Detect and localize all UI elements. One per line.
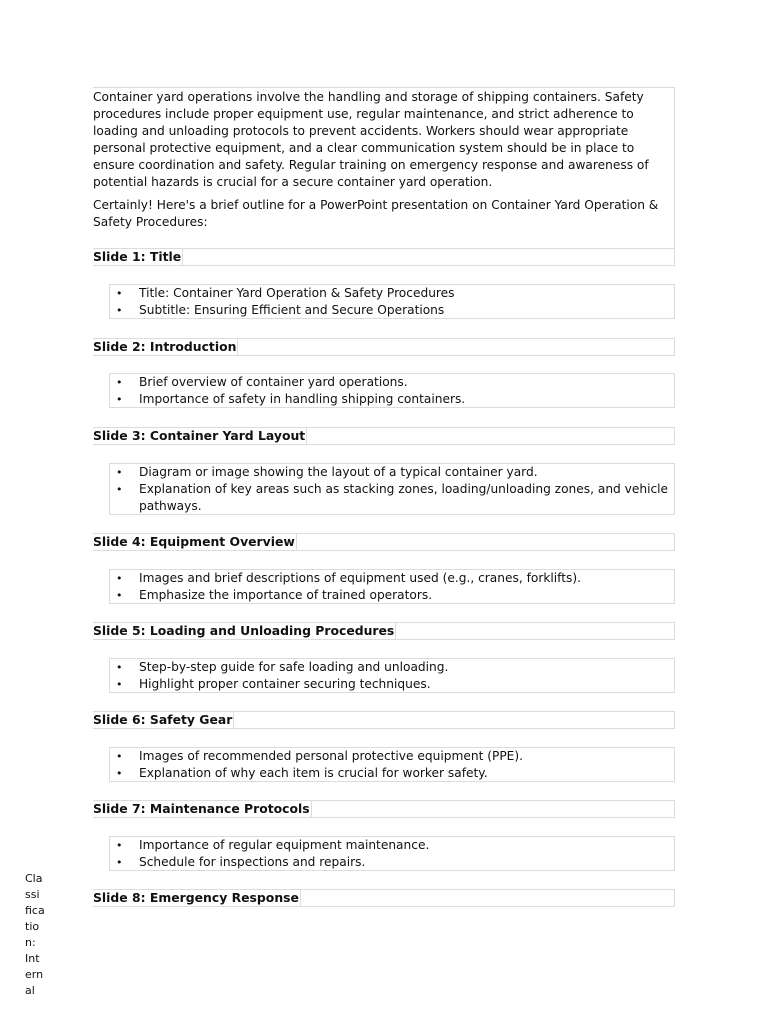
bullet-icon: • xyxy=(116,767,123,780)
slide-1-bullets xyxy=(109,284,675,319)
slide-5-heading: Slide 5: Loading and Unloading Procedures xyxy=(93,622,675,640)
slide-2-heading: Slide 2: Introduction xyxy=(93,338,675,356)
list-item: • Step-by-step guide for safe loading and unloading. xyxy=(116,660,449,674)
intro-paragraph: Container yard operations involve the handling and storage of shipping containers. Safety procedures include proper equipment use, regular maintenance, and strict adherence to loading and unloading protocols to prevent accidents. Workers should wear appropriate personal protective equipment, and a clear communication system should be in place to ensure coordination and safety. Regular training on emergency response and awareness of potential hazards is crucial for a secure container yard operation. xyxy=(93,90,649,189)
list-item: • Importance of regular equipment maintenance. xyxy=(116,838,430,852)
bullet-icon: • xyxy=(116,287,123,300)
slide-8-heading: Slide 8: Emergency Response xyxy=(93,889,675,907)
list-item: • Subtitle: Ensuring Efficient and Secure Operations xyxy=(116,303,445,317)
bullet-icon: • xyxy=(116,839,123,852)
list-item: • Explanation of why each item is crucial for worker safety. xyxy=(116,766,488,780)
slide-1-heading: Slide 1: Title xyxy=(93,248,675,266)
bullet-icon: • xyxy=(116,661,123,674)
bullet-icon: • xyxy=(116,589,123,602)
list-item: • Highlight proper container securing techniques. xyxy=(116,677,431,691)
list-item: • Importance of safety in handling shipping containers. xyxy=(116,392,466,406)
bullet-icon: • xyxy=(116,750,123,763)
slide-5-bullets xyxy=(109,658,675,693)
slide-2-bullets xyxy=(109,373,675,408)
bullet-icon: • xyxy=(116,393,123,406)
outline-lead-paragraph: Certainly! Here's a brief outline for a PowerPoint presentation on Container Yard Operation & Safety Procedures: xyxy=(93,198,659,229)
bullet-icon: • xyxy=(116,376,123,389)
bullet-icon: • xyxy=(116,678,123,691)
bullet-icon: • xyxy=(116,572,123,585)
bullet-icon: • xyxy=(116,856,123,869)
slide-6-heading: Slide 6: Safety Gear xyxy=(93,711,675,729)
slide-3-bullets xyxy=(109,463,675,515)
list-item: • Explanation of key areas such as stacking zones, loading/unloading zones, and vehicle pathways. xyxy=(116,482,669,513)
slide-7-heading: Slide 7: Maintenance Protocols xyxy=(93,800,675,818)
list-item: • Images and brief descriptions of equipment used (e.g., cranes, forklifts). xyxy=(116,571,582,585)
bullet-icon: • xyxy=(116,304,123,317)
slide-7-bullets xyxy=(109,836,675,871)
classification-label: Cla ssi fica tio n: Int ern al xyxy=(25,872,45,997)
list-item: • Emphasize the importance of trained operators. xyxy=(116,588,433,602)
slide-4-bullets xyxy=(109,569,675,604)
list-item: • Title: Container Yard Operation & Safety Procedures xyxy=(116,286,455,300)
slide-3-heading: Slide 3: Container Yard Layout xyxy=(93,427,675,445)
list-item: • Images of recommended personal protective equipment (PPE). xyxy=(116,749,524,763)
list-item: • Schedule for inspections and repairs. xyxy=(116,855,366,869)
list-item: • Brief overview of container yard operations. xyxy=(116,375,408,389)
list-item: • Diagram or image showing the layout of a typical container yard. xyxy=(116,465,538,479)
slide-6-bullets xyxy=(109,747,675,782)
slide-4-heading: Slide 4: Equipment Overview xyxy=(93,533,675,551)
bullet-icon: • xyxy=(116,483,123,496)
bullet-icon: • xyxy=(116,466,123,479)
intro-block xyxy=(93,87,675,266)
